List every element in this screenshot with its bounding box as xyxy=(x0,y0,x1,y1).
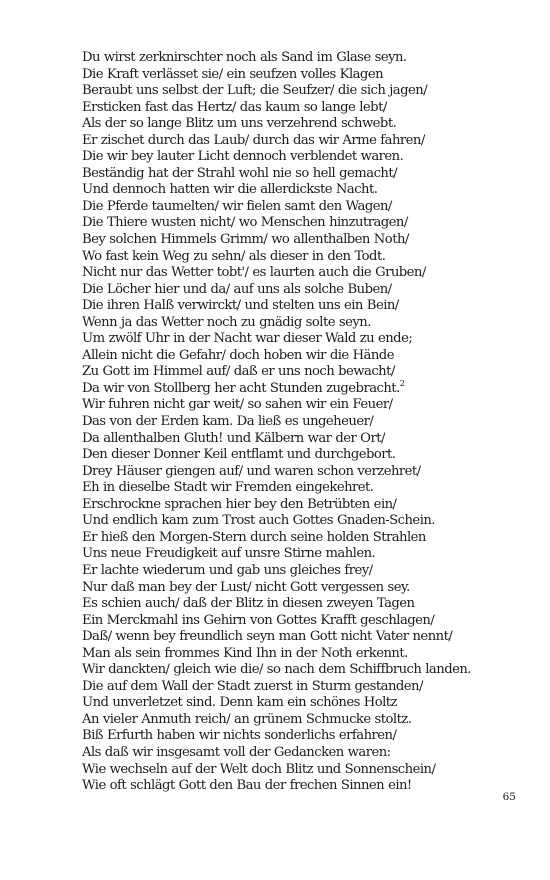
poem-line-text: Allein nicht die Gefahr/ doch hoben wir die Hände xyxy=(82,347,394,363)
poem-line xyxy=(82,679,522,696)
poem-line-text: Drey Häuser giengen auf/ und waren schon verzehret/ xyxy=(82,463,421,479)
poem-line-text: Nicht nur das Wetter tobt'/ es laurten auch die Gruben/ xyxy=(82,265,426,281)
poem-line-text: Du wirst zerknirschter noch als Sand im Glase seyn. xyxy=(82,50,407,65)
poem-line xyxy=(82,414,522,431)
poem-line xyxy=(82,83,522,100)
poem-line xyxy=(82,100,522,117)
poem-line-text: Er hieß den Morgen-Stern durch seine holden Strahlen xyxy=(82,529,426,545)
poem-line xyxy=(82,431,522,448)
page-number: 65 xyxy=(502,791,516,803)
poem-line-text: Da wir von Stollberg her acht Stunden zugebracht. xyxy=(82,380,400,396)
poem-line-text: Und endlich kam zum Trost auch Gottes Gnaden-Schein. xyxy=(82,513,435,529)
poem-line xyxy=(82,215,522,232)
poem-line-text: Ersticken fast das Hertz/ das kaum so lange lebt/ xyxy=(82,99,387,115)
poem-line-text: Wo fast kein Weg zu sehn/ als dieser in den Todt. xyxy=(82,248,386,264)
poem-line xyxy=(82,232,522,249)
poem-line-text: Und unverletzet sind. Denn kam ein schönes Holtz xyxy=(82,695,397,711)
poem-line xyxy=(82,596,522,613)
poem-line xyxy=(82,728,522,745)
poem-line xyxy=(82,480,522,497)
poem-line-text: An vieler Anmuth reich/ an grünem Schmucke stoltz. xyxy=(82,711,412,727)
poem-line xyxy=(82,265,522,282)
poem-line xyxy=(82,133,522,150)
poem-line-text: Es schien auch/ daß der Blitz in diesen zweyen Tagen xyxy=(82,596,415,612)
poem-line-text: Als daß wir insgesamt voll der Gedancken waren: xyxy=(82,744,391,760)
poem-line xyxy=(82,348,522,365)
poem-line-text: Daß/ wenn bey freundlich seyn man Gott nicht Vater nennt/ xyxy=(82,629,453,645)
poem-line-text: Als der so lange Blitz um uns verzehrend schwebt. xyxy=(82,116,397,132)
poem-line-text: Wie oft schlägt Gott den Bau der frechen Sinnen ein! xyxy=(82,778,412,794)
poem-line xyxy=(82,298,522,315)
poem-line xyxy=(82,282,522,299)
poem-line-text: Die wir bey lauter Licht dennoch verblendet waren. xyxy=(82,149,404,165)
poem-line-text: Er zischet durch das Laub/ durch das wir Arme fahren/ xyxy=(82,132,425,148)
poem-line xyxy=(82,364,522,381)
poem-line-text: Die Kraft verlässet sie/ ein seufzen volles Klagen xyxy=(82,66,384,82)
poem-line-text: Um zwölf Uhr in der Nacht war dieser Wald zu ende; xyxy=(82,331,413,347)
poem-line xyxy=(82,315,522,332)
poem-line-text: Ein Merckmahl ins Gehirn von Gottes Krafft geschlagen/ xyxy=(82,612,435,628)
poem-line xyxy=(82,67,522,84)
poem-line-text: Die Pferde taumelten/ wir fielen samt den Wagen/ xyxy=(82,198,392,214)
poem-line-text: Den dieser Donner Keil entflamt und durchgebort. xyxy=(82,447,396,463)
poem-line xyxy=(82,166,522,183)
poem-line xyxy=(82,497,522,514)
poem-line xyxy=(82,530,522,547)
poem-line-text: Uns neue Freudigkeit auf unsre Stirne mahlen. xyxy=(82,546,376,562)
poem-line xyxy=(82,149,522,166)
poem-line-text: Wenn ja das Wetter noch zu gnädig solte seyn. xyxy=(82,314,371,330)
poem-line xyxy=(82,464,522,481)
poem-line-text: Wir danckten/ gleich wie die/ so nach dem Schiffbruch landen. xyxy=(82,662,471,678)
poem-line xyxy=(82,762,522,779)
poem-line-text: Wir fuhren nicht gar weit/ so sahen wir ein Feuer/ xyxy=(82,397,393,413)
poem-line xyxy=(82,745,522,762)
poem-line-text: Bey solchen Himmels Grimm/ wo allenthalben Noth/ xyxy=(82,232,409,248)
poem-line xyxy=(82,712,522,729)
poem-line-text: Die auf dem Wall der Stadt zuerst in Sturm gestanden/ xyxy=(82,678,423,694)
poem-line xyxy=(82,629,522,646)
poem-line-text: Die ihren Halß verwirckt/ und stelten uns ein Bein/ xyxy=(82,298,399,314)
poem-line-text: Biß Erfurth haben wir nichts sonderlichs erfahren/ xyxy=(82,728,397,744)
poem-line xyxy=(82,662,522,679)
poem-line-text: Wie wechseln auf der Welt doch Blitz und Sonnenschein/ xyxy=(82,761,436,777)
poem-line xyxy=(82,646,522,663)
poem-line xyxy=(82,199,522,216)
poem-line xyxy=(82,378,522,398)
poem-line xyxy=(82,331,522,348)
poem-line xyxy=(82,546,522,563)
poem-line xyxy=(82,50,522,67)
poem-line xyxy=(82,249,522,266)
poem-line xyxy=(82,182,522,199)
poem-line-text: Zu Gott im Himmel auf/ daß er uns noch bewacht/ xyxy=(82,364,395,380)
poem-line-text: Die Thiere wusten nicht/ wo Menschen hinzutragen/ xyxy=(82,215,408,231)
poem-line xyxy=(82,778,522,795)
poem-line-text: Eh in dieselbe Stadt wir Fremden eingekehret. xyxy=(82,480,374,496)
poem-line-text: Erschrockne sprachen hier bey den Betrübten ein/ xyxy=(82,496,397,512)
poem-line-text: Da allenthalben Gluth! und Kälbern war der Ort/ xyxy=(82,430,385,446)
poem-line xyxy=(82,563,522,580)
poem-line xyxy=(82,116,522,133)
poem-line-text: Das von der Erden kam. Da ließ es ungeheuer/ xyxy=(82,414,374,430)
poem-line-text: Beraubt uns selbst der Luft; die Seufzer/ die sich jagen/ xyxy=(82,83,428,99)
poem-line-text: Beständig hat der Strahl wohl nie so hell gemacht/ xyxy=(82,165,398,181)
poem-line-text: Man als sein frommes Kind Ihn in der Noth erkennt. xyxy=(82,645,408,661)
poem-line xyxy=(82,447,522,464)
poem-text xyxy=(82,50,522,795)
footnote-marker: 2 xyxy=(399,378,405,388)
poem-line xyxy=(82,513,522,530)
poem-line xyxy=(82,613,522,630)
poem-line-text: Er lachte wiederum und gab uns gleiches frey/ xyxy=(82,562,373,578)
poem-line-text: Nur daß man bey der Lust/ nicht Gott vergessen sey. xyxy=(82,579,410,595)
poem-line xyxy=(82,580,522,597)
poem-line xyxy=(82,695,522,712)
poem-line xyxy=(82,397,522,414)
poem-line-text: Und dennoch hatten wir die allerdickste Nacht. xyxy=(82,182,378,198)
poem-line-text: Die Löcher hier und da/ auf uns als solche Buben/ xyxy=(82,281,392,297)
